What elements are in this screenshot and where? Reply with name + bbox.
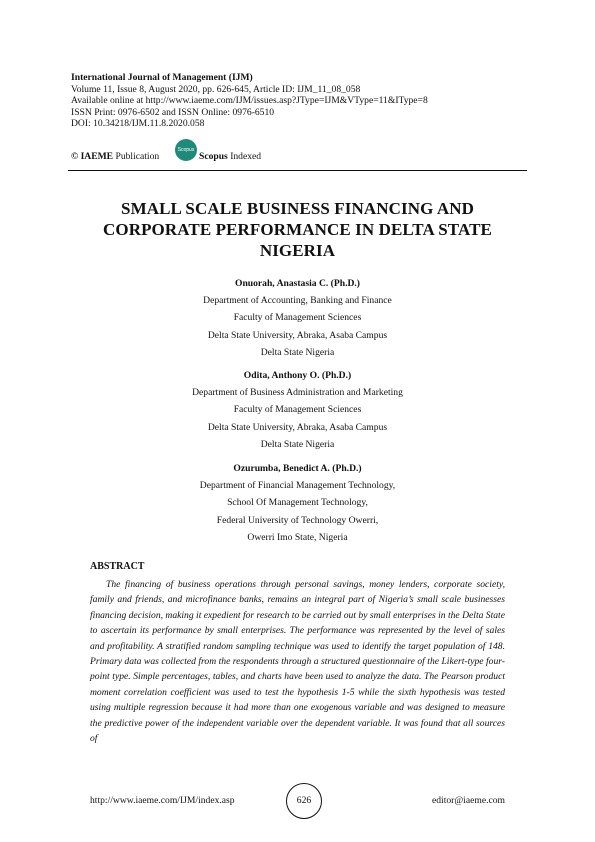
author-name: Ozurumba, Benedict A. (Ph.D.)	[233, 463, 362, 474]
paper-title: SMALL SCALE BUSINESS FINANCING AND CORPORATE PERFORMANCE IN DELTA STATE NIGERIA	[103, 199, 492, 260]
author-block	[120, 460, 475, 546]
affiliation-line: School Of Management Technology,	[227, 497, 368, 509]
scopus-logo-icon: Scopus	[175, 139, 197, 161]
journal-header	[71, 72, 531, 130]
doi-line: DOI: 10.34218/IJM.11.8.2020.058	[71, 118, 205, 130]
author-name: Onuorah, Anastasia C. (Ph.D.)	[234, 278, 360, 289]
indexed-rest: Indexed	[227, 151, 262, 162]
journal-name: International Journal of Management (IJM)	[71, 72, 253, 83]
header-divider	[68, 170, 527, 171]
affiliation-line: Delta State Nigeria	[260, 346, 335, 358]
affiliation-line: Department of Business Administration and Marketing	[192, 387, 403, 399]
affiliation-line: Federal University of Technology Owerri,	[216, 514, 379, 526]
affiliation-line: Department of Accounting, Banking and Finance	[203, 295, 392, 307]
affiliation-line: Department of Financial Management Technology,	[199, 480, 396, 492]
abstract-heading: ABSTRACT	[90, 561, 145, 572]
page-number: 626	[286, 783, 322, 819]
affiliation-line: Faculty of Management Sciences	[233, 312, 362, 324]
footer-email-link[interactable]: editor@iaeme.com	[431, 795, 505, 806]
footer-url-link[interactable]: http://www.iaeme.com/IJM/index.asp	[90, 795, 235, 806]
indexed-notice	[199, 151, 261, 162]
issn-line: ISSN Print: 0976-6502 and ISSN Online: 0976-6510	[71, 106, 275, 118]
affiliation-line: Owerri Imo State, Nigeria	[247, 531, 348, 543]
affiliation-line: Delta State University, Abraka, Asaba Campus	[207, 421, 388, 433]
abstract-body: The financing of business operations through personal savings, money lenders, corporate society, family and friends, and microfinance banks, remains an integral part of Nigeria’s small scale businesses financing decision, making it expedient for research to be carried out by small enterprises in the Delta State to ascertain its performance by small enterprises. The performance was represented by the level of sales and profitability. A stratified random sampling technique was used to identify the target population of 148. Primary data was collected from the respondents through a structured questionnaire of the Likert-type four-point type. Simple percentages, tables, and charts have been used to analyze the data. The Pearson product moment correlation coefficient was used to test the hypothesis 1-5 while the sixth hypothesis was tested using multiple regression because it had more than one exogenous variable and was designed to measure the predictive power of the independent variable over the dependent variable. It was found that all sources of	[90, 579, 505, 745]
copyright-rest: Publication	[113, 151, 160, 162]
volume-line: Volume 11, Issue 8, August 2020, pp. 626-645, Article ID: IJM_11_08_058	[71, 83, 361, 95]
indexed-bold: Scopus	[199, 151, 228, 162]
affiliation-line: Faculty of Management Sciences	[233, 404, 362, 416]
publisher-row	[71, 139, 527, 173]
page-footer	[90, 783, 505, 823]
affiliation-line: Delta State University, Abraka, Asaba Campus	[207, 329, 388, 341]
author-block	[120, 367, 475, 453]
affiliation-line: Delta State Nigeria	[260, 438, 335, 450]
copyright-notice	[71, 151, 159, 162]
available-online-line: Available online at http://www.iaeme.com/IJM/issues.asp?JType=IJM&VType=11&IType=8	[71, 95, 428, 107]
copyright-bold: © IAEME	[71, 151, 114, 162]
author-name: Odita, Anthony O. (Ph.D.)	[243, 370, 352, 381]
author-block	[120, 275, 475, 361]
